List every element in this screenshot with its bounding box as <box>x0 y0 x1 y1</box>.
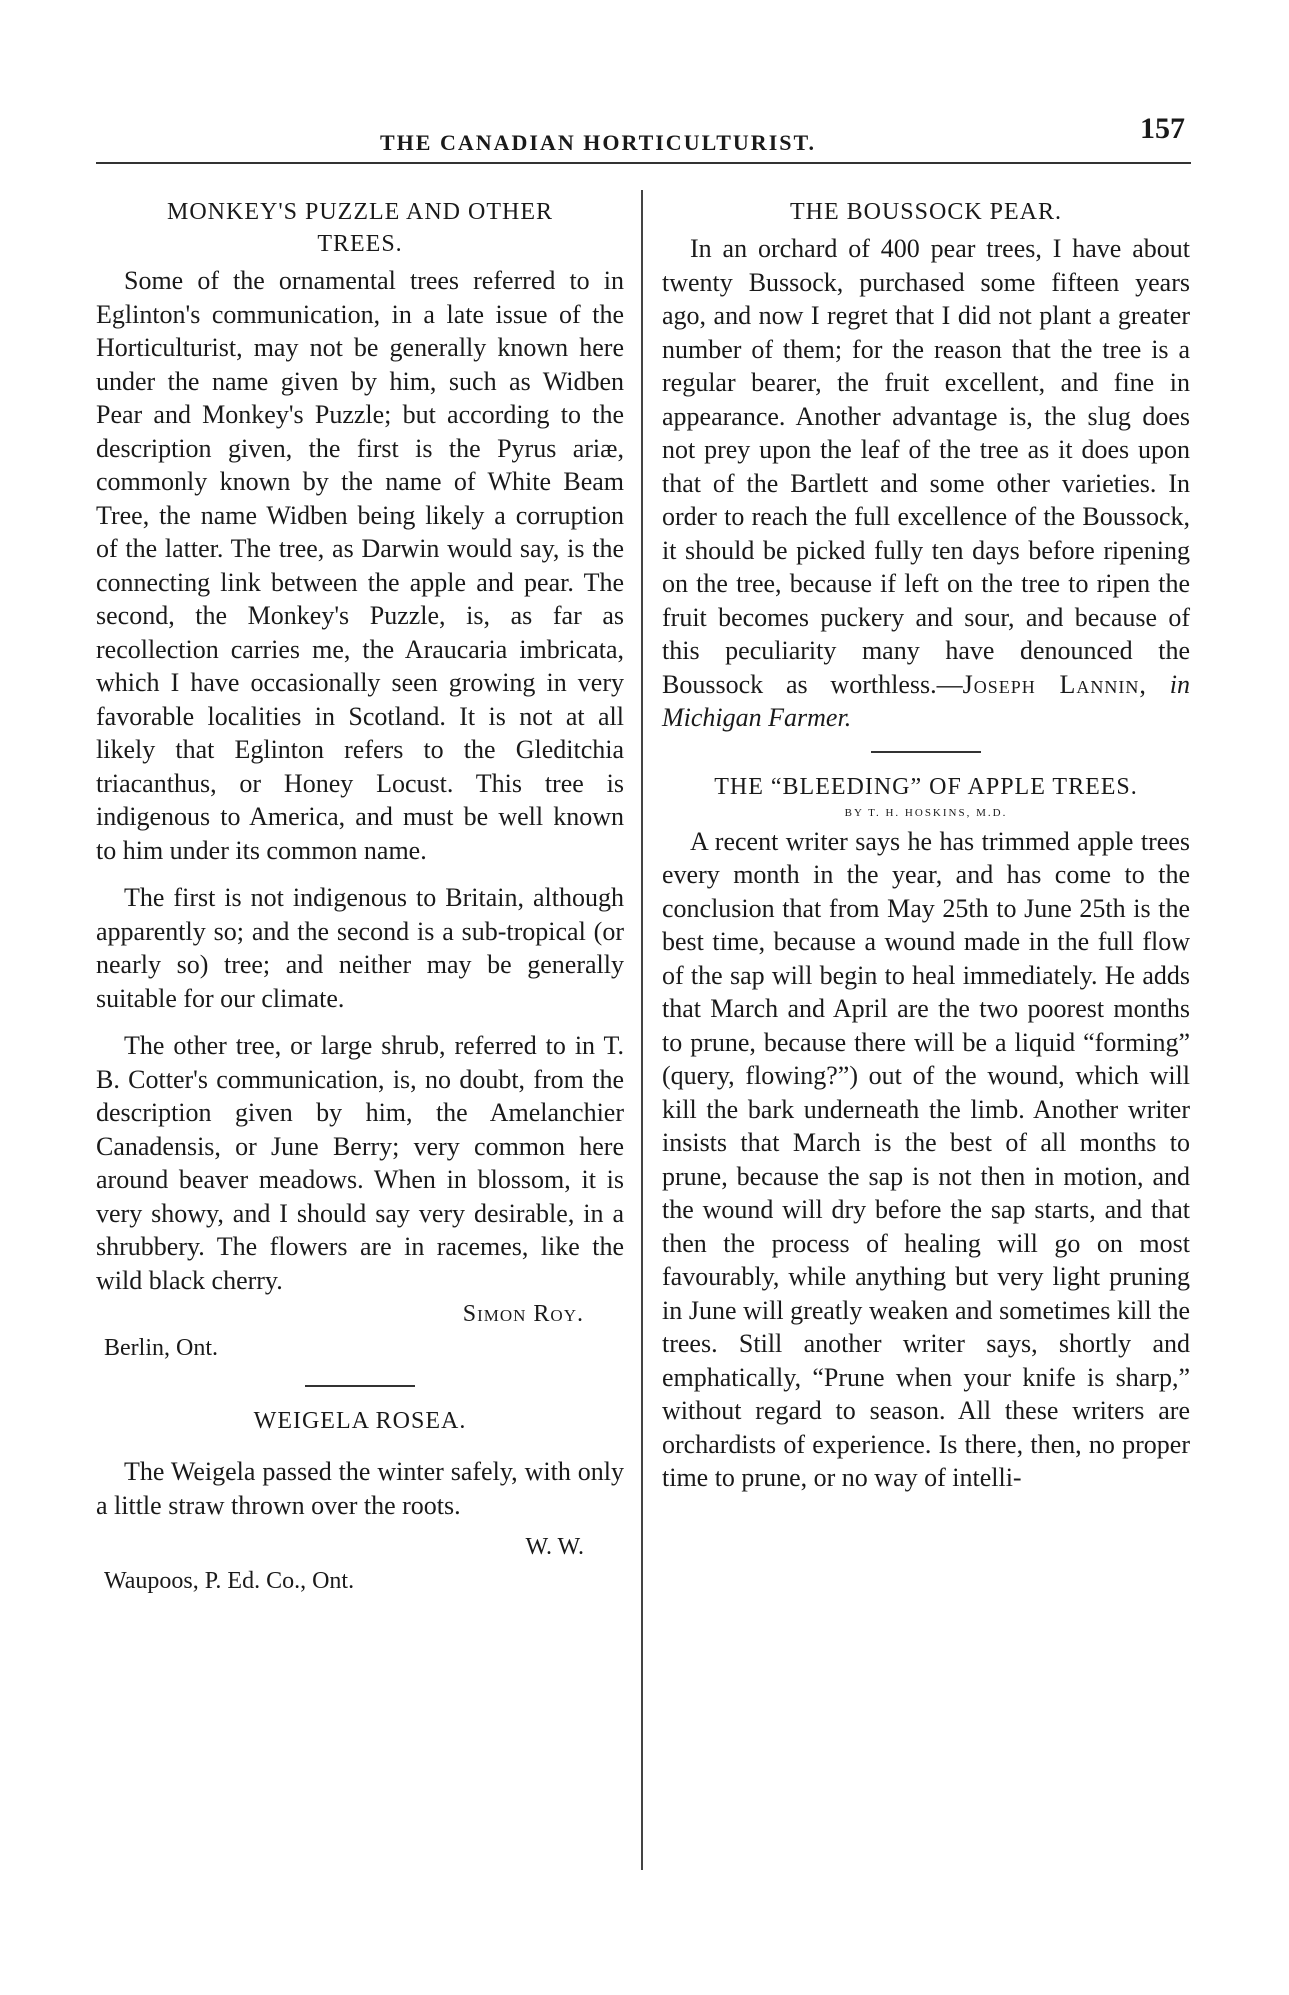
right-column <box>662 196 1190 1495</box>
dateline-place: Waupoos, P. Ed. Co., Ont. <box>104 1568 355 1594</box>
attribution-source: in Michigan Farmer. <box>662 669 1190 732</box>
paragraph: Some of the ornamental trees referred to in Eglinton's communication, in a late issue of the Horticulturist, may not be generally known here under the name given by him, such as Widben Pear and Monkey's Puzzle; but according to the description given, the first is the Pyrus ariæ, commonly known by the name of White Beam Tree, the name Widben being likely a corruption of the latter. The tree, as Darwin would say, is the connecting link between the apple and pear. The second, the Monkey's Puzzle, is, as far as recollection carries me, the Araucaria imbricata, which I have occasionally seen growing in very favorable localities in Scotland. It is not at all likely that Eglinton refers to the Gleditchia triacanthus, or Honey Locust. This tree is indigenous to America, and must be well known to him under its common name. <box>96 266 624 865</box>
article-byline: BY T. H. HOSKINS, M.D. <box>844 806 1008 819</box>
column-divider <box>641 190 643 1870</box>
article-weigela-rosea <box>96 1405 624 1598</box>
paragraph: A recent writer says he has trimmed apple trees every month in the year, and has come to the conclusion that from May 25th to June 25th is the best time, because a wound made in the full flow of the sap will begin to heal immediately. He adds that March and April are the two poorest months to prune, because there will be a liquid “forming” (query, flowing?”) out of the wound, which will kill the bark underneath the limb. Another writer insists that March is the best of all months to prune, because the sap is not then in motion, and the wound will dry before the sap starts, and that then the process of healing will go on most favourably, while anything but very light pruning in June will greatly weaken and sometimes kill the trees. Still another writer says, shortly and emphatically, “Prune when your knife is sharp,” without regard to season. All these writers are orchardists of experience. Is there, then, no proper time to prune, or no way of intelli- <box>662 826 1190 1492</box>
article-title <box>96 196 624 260</box>
article-separator <box>871 751 981 753</box>
article-title-line: MONKEY'S PUZZLE AND OTHER <box>167 199 553 225</box>
paragraph-text: In an orchard of 400 pear trees, I have about twenty Bussock, purchased some fifteen years ago, and now I regret that I did not plant a greater number of them; for the reason that the tree is a regular bearer, the fruit excellent, and fine in appearance. Another advantage is, the slug does not prey upon the leaf of the tree as it does upon that of the Bartlett and some other varieties. In order to reach the full excellence of the Boussock, it should be picked fully ten days before ripening on the tree, because if left on the tree to ripen the fruit becomes puckery and sour, and because of this peculiarity many have denounced the Boussock as worthless.— <box>662 234 1190 699</box>
page-number: 157 <box>1140 112 1185 145</box>
article-bleeding-apple-trees <box>662 771 1190 1495</box>
left-column <box>96 196 624 1598</box>
paragraph: The other tree, or large shrub, referred to in T. B. Cotter's communication, is, no doubt, from the description given by him, the Amelanchier Canadensis, or June Berry; very common here around beaver meadows. When in blossom, it is very showy, and I should say very desirable, in a shrubbery. The flowers are in racemes, like the wild black cherry. <box>96 1031 624 1295</box>
article-monkeys-puzzle <box>96 196 624 1365</box>
article-title: THE “BLEEDING” OF APPLE TREES. <box>714 773 1138 800</box>
author-signature: Simon Roy. <box>462 1301 584 1327</box>
attribution-name: Joseph Lannin, <box>962 669 1147 699</box>
header-rule <box>96 162 1191 164</box>
signature-row <box>96 1297 624 1331</box>
running-head: THE CANADIAN HORTICULTURIST. <box>380 130 817 155</box>
article-separator <box>305 1385 415 1387</box>
article-title-line: TREES. <box>317 231 403 257</box>
author-signature: W. W. <box>525 1534 584 1560</box>
paragraph: The first is not indigenous to Britain, although apparently so; and the second is a sub-tropical (or nearly so) tree; and neither may be generally suitable for our climate. <box>96 883 624 1013</box>
article-title: WEIGELA ROSEA. <box>253 1408 467 1434</box>
paragraph <box>662 232 1190 735</box>
paragraph: The Weigela passed the winter safely, with only a little straw thrown over the roots. <box>96 1457 624 1520</box>
article-title: THE BOUSSOCK PEAR. <box>789 199 1063 225</box>
signature-row <box>96 1530 624 1564</box>
dateline-place: Berlin, Ont. <box>104 1335 218 1361</box>
article-boussock-pear <box>662 196 1190 735</box>
